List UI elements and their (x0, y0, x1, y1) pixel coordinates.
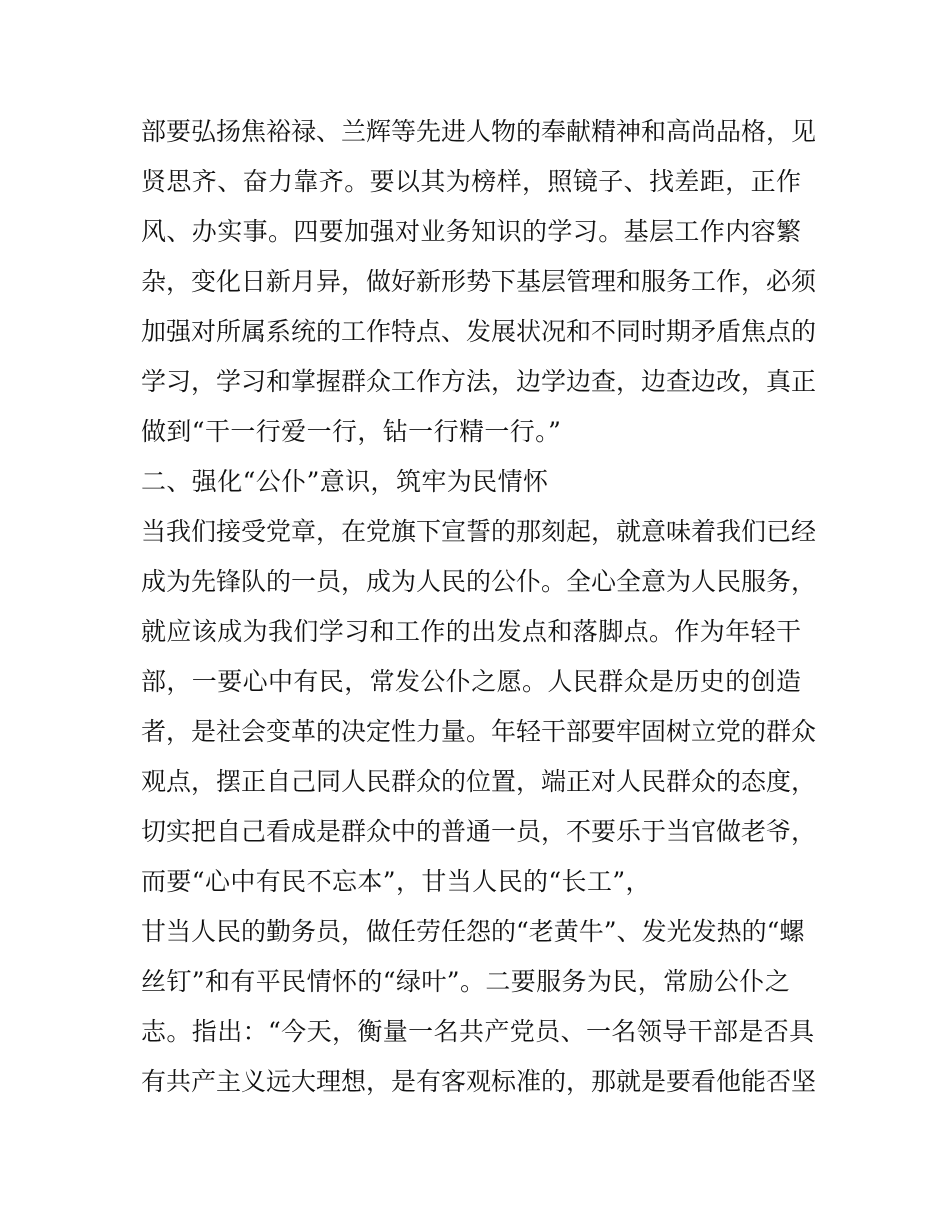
text-line: 杂，变化日新月异，做好新形势下基层管理和服务工作，必须 (141, 267, 817, 296)
text-line: 部，一要心中有民，常发公仆之愿。人民群众是历史的创造 (141, 667, 802, 696)
text-line: 贤思齐、奋力靠齐。要以其为榜样，照镜子、找差距，正作 (141, 167, 802, 196)
text-line: 成为先锋队的一员，成为人民的公仆。全心全意为人民服务， (141, 567, 817, 596)
text-line: 有共产主义远大理想，是有客观标准的，那就是要看他能否坚 (141, 1067, 817, 1096)
text-line: 当我们接受党章，在党旗下宣誓的那刻起，就意味着我们已经 (141, 517, 817, 546)
text-line: 志。指出：“今天，衡量一名共产党员、一名领导干部是否具 (141, 1017, 815, 1046)
text-line: 加强对所属系统的工作特点、发展状况和不同时期矛盾焦点的 (141, 317, 817, 346)
text-line: 而要“心中有民不忘本”，甘当人民的“长工”， (141, 867, 651, 896)
text-line: 甘当人民的勤务员，做任劳任怨的“老黄牛”、发光发热的“螺 (141, 917, 805, 946)
text-line: 风、办实事。四要加强对业务知识的学习。基层工作内容繁 (141, 217, 802, 246)
text-line: 就应该成为我们学习和工作的出发点和落脚点。作为年轻干 (141, 617, 802, 646)
text-line: 观点，摆正自己同人民群众的位置，端正对人民群众的态度， (141, 767, 817, 796)
text-line: 丝钉”和有平民情怀的“绿叶”。二要服务为民，常励公仆之 (141, 967, 791, 996)
text-line: 者，是社会变革的决定性力量。年轻干部要牢固树立党的群众 (141, 717, 817, 746)
section-heading: 二、强化“公仆”意识，筑牢为民情怀 (141, 467, 549, 496)
text-line: 部要弘扬焦裕禄、兰辉等先进人物的奉献精神和高尚品格，见 (141, 117, 817, 146)
text-line: 切实把自己看成是群众中的普通一员，不要乐于当官做老爷， (141, 817, 817, 846)
text-line: 做到“干一行爱一行，钻一行精一行。” (141, 417, 562, 446)
text-line: 学习，学习和掌握群众工作方法，边学边查，边查边改，真正 (141, 367, 817, 396)
